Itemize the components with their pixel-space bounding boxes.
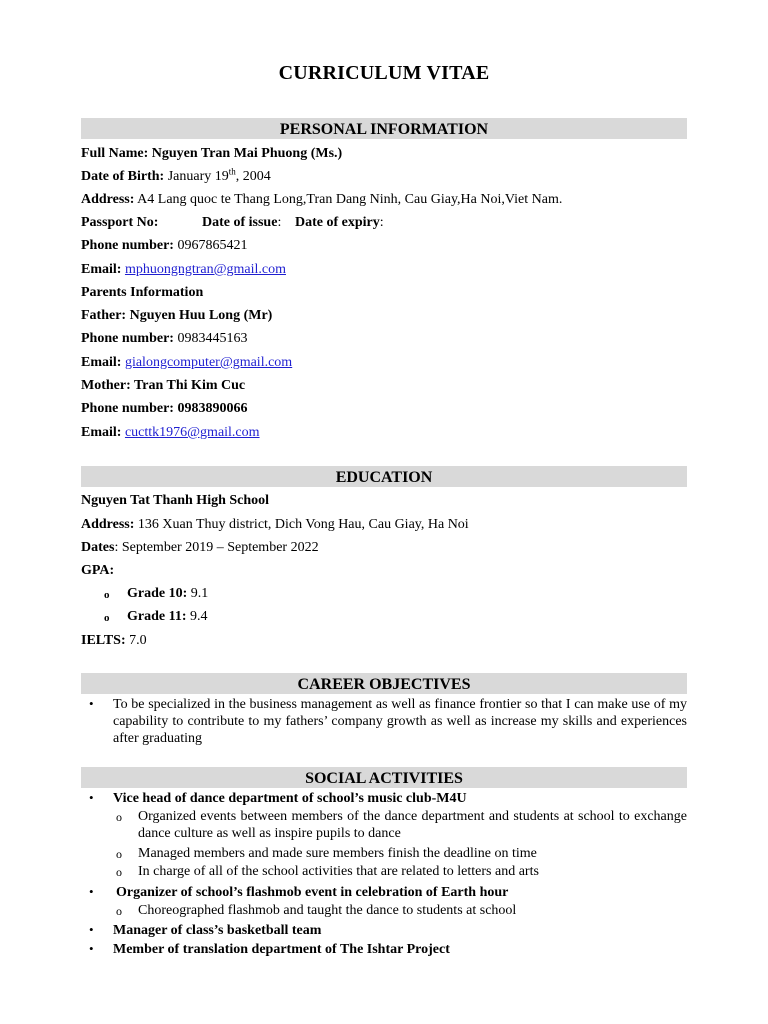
address-value: A4 Lang quoc te Thang Long,Tran Dang Ninh, Cau Giay,Ha Noi,Viet Nam. — [137, 192, 563, 207]
activity-item: Organizer of school’s flashmob event in celebration of Earth hour — [116, 885, 509, 900]
sub-bullet: o — [116, 904, 122, 918]
email-link[interactable]: mphuongngtran@gmail.com — [124, 262, 286, 277]
address-label: Address: — [81, 192, 135, 207]
dob-value: January 19th, 2004 — [167, 166, 271, 184]
school-name: Nguyen Tat Thanh High School — [81, 493, 270, 508]
activity-bullet: • — [89, 941, 94, 956]
grade-11: Grade 11: 9.4 — [127, 609, 208, 624]
phone-number: Phone number: 0967865421 — [81, 238, 248, 253]
activity-bullet: • — [89, 922, 94, 937]
activity-item: Member of translation department of The Ishtar Project — [113, 942, 450, 957]
issue-date: Date of issue: — [202, 215, 282, 230]
grade-10: Grade 10: 9.1 — [127, 586, 209, 601]
grade-bullet: o — [104, 612, 110, 624]
career-objective-text: To be specialized in the business management as well as finance frontier so that I can make use of my capability to contribute to my fathers’ company growth as well as increase my skills and experiences after graduating — [113, 697, 687, 746]
mother-email: Email: cucttk1976@gmail.com — [81, 425, 260, 440]
dob-label: Date of Birth: — [81, 169, 165, 184]
activity-bullet: • — [89, 884, 94, 899]
school-dates: Dates: September 2019 – September 2022 — [81, 540, 319, 555]
activity-item: Vice head of dance department of school’s music club-M4U — [113, 791, 467, 806]
ielts-score: IELTS: 7.0 — [81, 633, 147, 648]
email: Email: mphuongngtran@gmail.com — [81, 262, 286, 277]
activity-detail: Managed members and made sure members finish the deadline on time — [138, 846, 537, 861]
sub-bullet: o — [116, 847, 122, 861]
section-heading-personal: PERSONAL INFORMATION — [81, 118, 687, 139]
sub-bullet: o — [116, 810, 122, 824]
mother-name: Mother: Tran Thi Kim Cuc — [81, 378, 246, 393]
section-heading-social: SOCIAL ACTIVITIES — [81, 767, 687, 788]
section-heading-career: CAREER OBJECTIVES — [81, 673, 687, 694]
expiry-date: Date of expiry: — [295, 215, 384, 230]
address — [81, 191, 562, 209]
mother-phone: Phone number: 0983890066 — [81, 401, 248, 416]
passport-row — [81, 214, 158, 232]
father-name: Father: Nguyen Huu Long (Mr) — [81, 308, 273, 323]
school-address: Address: 136 Xuan Thuy district, Dich Vong Hau, Cau Giay, Ha Noi — [81, 517, 469, 532]
father-email: Email: gialongcomputer@gmail.com — [81, 355, 293, 370]
date-of-birth — [81, 168, 271, 186]
parents-heading: Parents Information — [81, 285, 204, 300]
sub-bullet: o — [116, 865, 122, 879]
grade-bullet: o — [104, 589, 110, 601]
career-bullet: • — [89, 696, 94, 711]
activity-item: Manager of class’s basketball team — [113, 923, 322, 938]
activity-detail: Organized events between members of the dance department and students at school to exchange dance culture as well as inspire pupils to dance — [138, 809, 687, 841]
document-title: CURRICULUM VITAE — [278, 62, 490, 84]
activity-detail: In charge of all of the school activities that are related to letters and arts — [138, 864, 539, 879]
father-phone: Phone number: 0983445163 — [81, 331, 248, 346]
gpa-label: GPA: — [81, 563, 115, 578]
section-heading-education: EDUCATION — [81, 466, 687, 487]
activity-detail: Choreographed flashmob and taught the dance to students at school — [138, 903, 517, 918]
activity-bullet: • — [89, 790, 94, 805]
passport-label: Passport No: — [81, 215, 159, 230]
father-email-link[interactable]: gialongcomputer@gmail.com — [124, 355, 293, 370]
mother-email-link[interactable]: cucttk1976@gmail.com — [124, 425, 260, 440]
full-name: Full Name: Nguyen Tran Mai Phuong (Ms.) — [81, 146, 343, 161]
